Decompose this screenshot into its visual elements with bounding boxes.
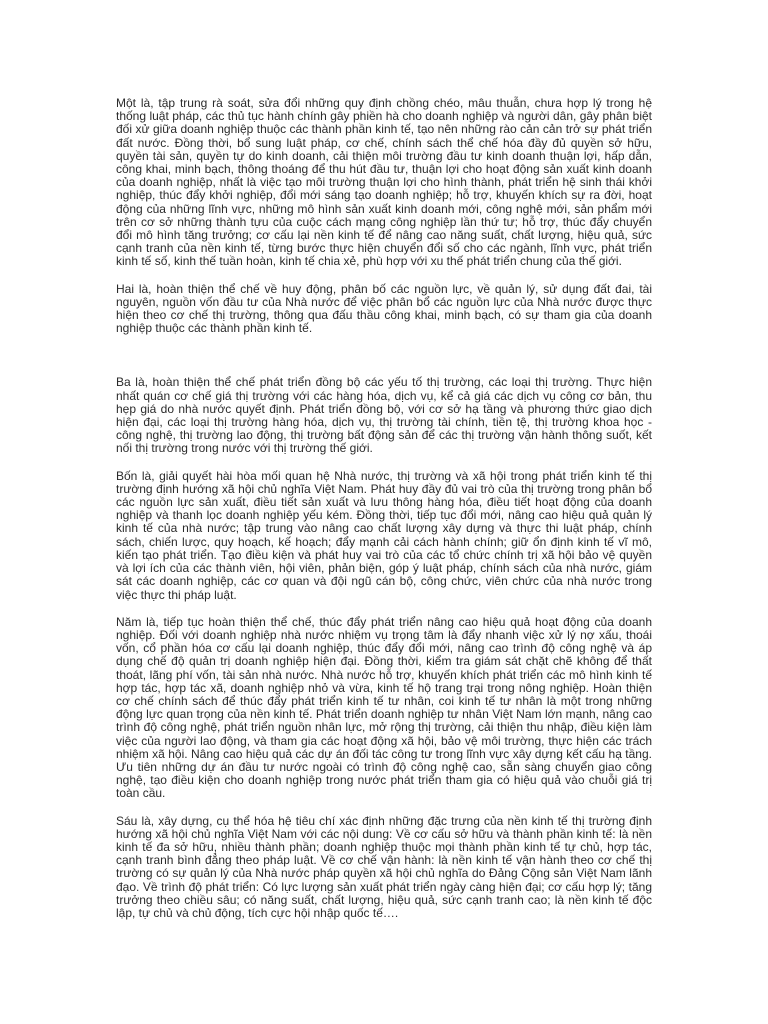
paragraph-5: Năm là, tiếp tục hoàn thiện thể chế, thúc đẩy phát triển nâng cao hiệu quả hoạt động của doanh nghiệp. Đối với doanh nghiệp nhà nước nhiệm vụ trọng tâm là đẩy nhanh việc xử lý nợ xấu, thoái vốn, cổ phần hóa cơ cấu lại doanh nghiệp, thúc đẩy đổi mới, nâng cao trình độ công nghệ và áp dụng chế độ quản trị doanh nghiệp hiện đại. Đồng thời, kiểm tra giám sát chặt chẽ không để thất thoát, lãng phí vốn, tài sản nhà nước. Nhà nước hỗ trợ, khuyến khích phát triển các mô hình kinh tế hợp tác, hợp tác xã, doanh nghiệp nhỏ và vừa, kinh tế hộ trang trại trong nông nghiệp. Hoàn thiện cơ chế chính sách để thúc đẩy phát triển kinh tế tư nhân, coi kinh tế tư nhân là một trong những động lực quan trọng của nền kinh tế. Phát triển doanh nghiệp tư nhân Việt Nam lớn mạnh, nâng cao trình độ công nghệ, phát triển nguồn nhân lực, mở rộng thị trường, cải thiện thu nhập, điều kiện làm việc của người lao động, và tham gia các hoạt động xã hội, bảo vệ môi trường, thực hiện các trách nhiệm xã hội. Nâng cao hiệu quả các dự án đối tác công tư trong lĩnh vực xây dựng kết cấu hạ tầng. Ưu tiên những dự án đầu tư nước ngoài có trình độ công nghệ cao, sẵn sàng chuyển giao công nghệ, tạo điều kiện cho doanh nghiệp trong nước phát triển tham gia có hiệu quả vào chuỗi giá trị toàn cầu. bbox=[116, 614, 652, 801]
paragraph-3: Ba là, hoàn thiện thể chế phát triển đồng bộ các yếu tố thị trường, các loại thị trường. Thực hiện nhất quán cơ chế giá thị trường với các hàng hóa, dịch vụ, kể cả giá các dịch vụ công cơ bản, thu hẹp giá do nhà nước quyết định. Phát triển đồng bộ, với cơ sở hạ tầng và phương thức giao dịch hiện đại, các loại thị trường hàng hóa, dịch vụ, thị trường tài chính, tiền tệ, thị trường khoa học - công nghệ, thị trường lao động, thị trường bất động sản để các thị trường vận hành thông suốt, kết nối thị trường trong nước với thị trường thế giới. bbox=[116, 375, 652, 456]
paragraph-4: Bốn là, giải quyết hài hòa mối quan hệ Nhà nước, thị trường và xã hội trong phát triển kinh tế thị trường định hướng xã hội chủ nghĩa Việt Nam. Phát huy đầy đủ vai trò của thị trường trong phân bổ các nguồn lực sản xuất, điều tiết sản xuất và lưu thông hàng hóa, điều tiết hoạt động của doanh nghiệp và thanh lọc doanh nghiệp yếu kém. Đồng thời, tiếp tục đổi mới, nâng cao hiệu quả quản lý kinh tế của nhà nước; tập trung vào nâng cao chất lượng xây dựng và thực thi luật pháp, chính sách, chiến lược, quy hoạch, kế hoạch; đẩy mạnh cải cách hành chính; giữ ổn định kinh tế vĩ mô, kiến tạo phát triển. Tạo điều kiện và phát huy vai trò của các tổ chức chính trị xã hội bảo vệ quyền và lợi ích của các thành viên, hội viên, phản biện, góp ý luật pháp, chính sách của nhà nước, giám sát các doanh nghiệp, các cơ quan và đội ngũ cán bộ, công chức, viên chức của nhà nước trong việc thực thi pháp luật. bbox=[116, 468, 652, 602]
paragraph-1: Một là, tập trung rà soát, sửa đổi những quy định chồng chéo, mâu thuẫn, chưa hợp lý trong hệ thống luật pháp, các thủ tục hành chính gây phiền hà cho doanh nghiệp và người dân, gây phân biệt đối xử giữa doanh nghiệp thuộc các thành phần kinh tế, tạo nên những rào cản cản trở sự phát triển đất nước. Đồng thời, bổ sung luật pháp, cơ chế, chính sách thể chế hóa đầy đủ quyền sở hữu, quyền tài sản, quyền tự do kinh doanh, cải thiện môi trường đầu tư kinh doanh thuận lợi, hấp dẫn, công khai, minh bạch, thông thoáng để thu hút đầu tư, thuận lợi cho hoạt động sản xuất kinh doanh của doanh nghiệp, nhất là việc tạo môi trường thuận lợi cho hình thành, phát triển hệ sinh thái khởi nghiệp, thúc đẩy khởi nghiệp, đổi mới sáng tạo doanh nghiệp; hỗ trợ, khuyến khích sự ra đời, hoạt động của những lĩnh vực, những mô hình sản xuất kinh doanh mới, công nghệ mới, sản phẩm mới trên cơ sở những thành tựu của cuộc cách mạng công nghiệp lần thứ tư; hỗ trợ, thúc đẩy chuyển đổi mô hình tăng trưởng; cơ cấu lại nền kinh tế để nâng cao năng suất, chất lượng, hiệu quả, sức cạnh tranh của nền kinh tế, từng bước thực hiện chuyển đổi số cho các ngành, lĩnh vực, phát triển kinh tế số, kinh thế tuần hoàn, kinh tế chia xẻ, phù hợp với xu thế phát triển chung của thế giới. bbox=[116, 96, 652, 269]
paragraph-2: Hai là, hoàn thiện thể chế về huy động, phân bố các nguồn lực, về quản lý, sử dụng đất đai, tài nguyên, nguồn vốn đầu tư của Nhà nước để việc phân bổ các nguồn lực của Nhà nước được thực hiện theo cơ chế thị trường, thông qua đấu thầu công khai, minh bạch, có sự tham gia của doanh nghiệp thuộc các thành phần kinh tế. bbox=[116, 281, 652, 336]
document-body bbox=[116, 97, 652, 934]
paragraph-6: Sáu là, xây dựng, cụ thể hóa hệ tiêu chí xác định những đặc trưng của nền kinh tế thị trường định hướng xã hội chủ nghĩa Việt Nam với các nội dung: Về cơ cấu sở hữu và thành phần kinh tế: là nền kinh tế đa sở hữu, nhiều thành phần; doanh nghiệp thuộc mọi thành phần kinh tế tự chủ, hợp tác, cạnh tranh bình đẳng theo pháp luật. Về cơ chế vận hành: là nền kinh tế vận hành theo cơ chế thị trường có sự quản lý của Nhà nước pháp quyền xã hội chủ nghĩa do Đảng Cộng sản Việt Nam lãnh đạo. Về trình độ phát triển: Có lực lượng sản xuất phát triển ngày càng hiện đại; cơ cấu hợp lý; tăng trưởng theo chiều sâu; có năng suất, chất lượng, hiệu quả, sức cạnh tranh cao; là nền kinh tế độc lập, tự chủ và chủ động, tích cực hội nhập quốc tế…. bbox=[116, 813, 652, 920]
